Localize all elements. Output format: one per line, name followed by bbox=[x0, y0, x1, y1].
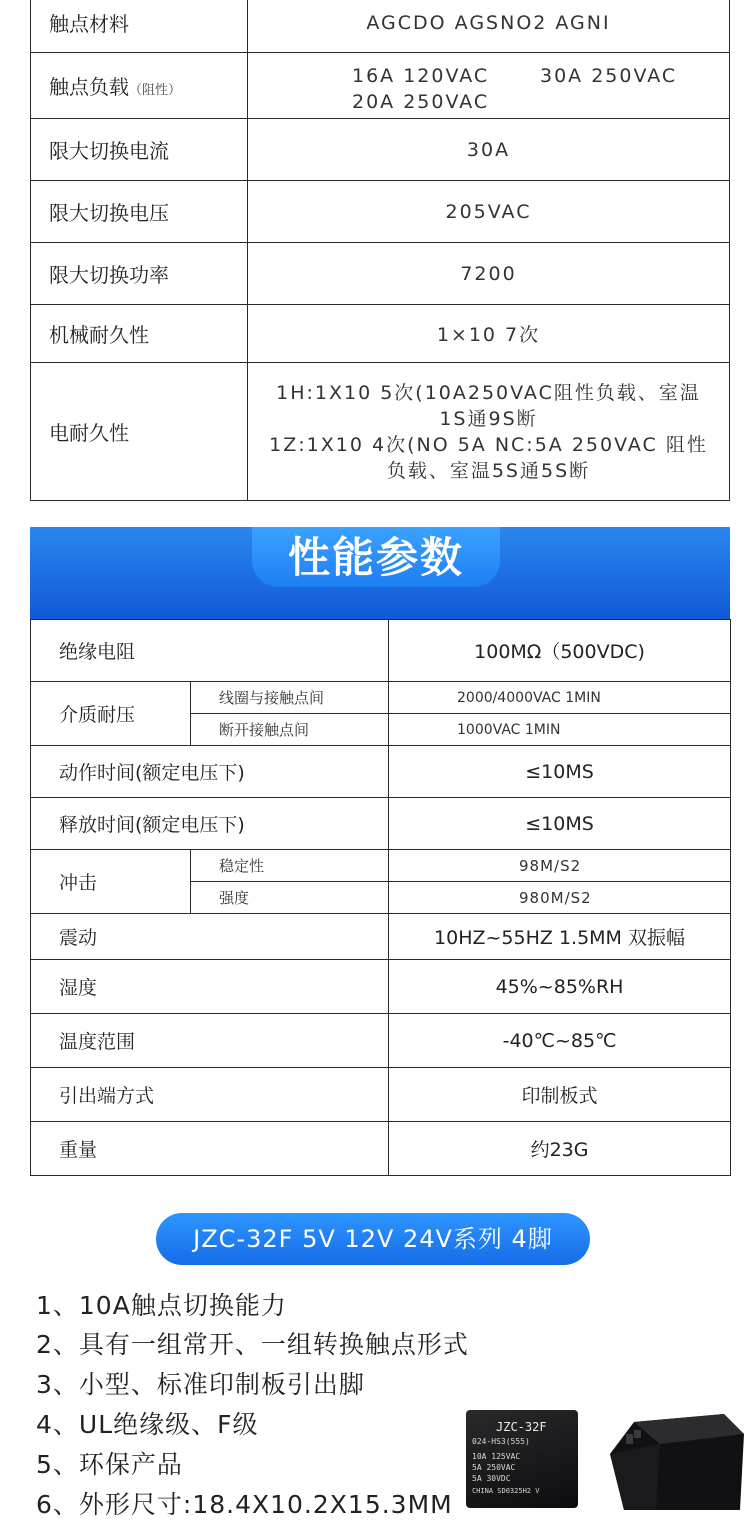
list-item: 6、外形尺寸:18.4X10.2X15.3MM bbox=[36, 1490, 453, 1519]
contact-load-label-cell bbox=[31, 53, 248, 119]
mechanical-life-value: 1×10 7次 bbox=[248, 305, 730, 363]
dielectric-sub2-label: 断开接触点间 bbox=[191, 714, 389, 746]
contact-spec-table bbox=[30, 0, 730, 501]
section-title: 性能参数 bbox=[287, 533, 464, 582]
electrical-life-line2: 1S通9S断 bbox=[439, 407, 538, 430]
release-time-label: 释放时间(额定电压下) bbox=[31, 798, 389, 850]
shock-label: 冲击 bbox=[31, 850, 191, 914]
relay-front-image bbox=[466, 1410, 578, 1508]
contact-load-value-b: 30A 250VAC bbox=[540, 65, 678, 87]
table-row bbox=[31, 1068, 731, 1122]
release-time-value: ≤10MS bbox=[389, 798, 731, 850]
contact-load-value-a: 16A 120VAC bbox=[352, 65, 490, 87]
table-row bbox=[31, 798, 731, 850]
relay-part-text: 024-HS3(555) bbox=[472, 1437, 530, 1446]
temp-range-value: -40℃~85℃ bbox=[389, 1014, 731, 1068]
max-power-label: 限大切换功率 bbox=[31, 243, 248, 305]
table-row bbox=[31, 119, 730, 181]
electrical-life-line3: 1Z:1X10 4次(NO 5A NC:5A 250VAC 阻性 bbox=[269, 433, 708, 456]
table-row bbox=[31, 1014, 731, 1068]
terminal-label: 引出端方式 bbox=[31, 1068, 389, 1122]
weight-label: 重量 bbox=[31, 1122, 389, 1176]
electrical-life-label: 电耐久性 bbox=[31, 363, 248, 501]
shock-sub1-value: 98M/S2 bbox=[389, 850, 731, 882]
table-row bbox=[31, 181, 730, 243]
vibration-label: 震动 bbox=[31, 914, 389, 960]
terminal-value: 印制板式 bbox=[389, 1068, 731, 1122]
electrical-life-line4: 负载、室温5S通5S断 bbox=[386, 459, 591, 482]
relay-side-image bbox=[604, 1414, 744, 1510]
table-row bbox=[31, 243, 730, 305]
table-row bbox=[31, 363, 730, 501]
contact-load-value-cell bbox=[248, 53, 730, 119]
dielectric-sub1-label: 线圈与接触点间 bbox=[191, 682, 389, 714]
contact-material-label: 触点材料 bbox=[31, 0, 248, 53]
relay-rating1-text: 10A 125VAC bbox=[472, 1452, 521, 1461]
contact-load-label: 触点负载 bbox=[49, 75, 129, 99]
list-item: 5、环保产品 bbox=[36, 1450, 183, 1479]
electrical-life-line1: 1H:1X10 5次(10A250VAC阻性负载、室温 bbox=[276, 381, 701, 404]
shock-sub2-label: 强度 bbox=[191, 882, 389, 914]
table-row bbox=[31, 850, 731, 882]
dielectric-sub2-value: 1000VAC 1MIN bbox=[389, 714, 731, 746]
insulation-label: 绝缘电阻 bbox=[31, 620, 389, 682]
max-voltage-value: 205VAC bbox=[248, 181, 730, 243]
operate-time-label: 动作时间(额定电压下) bbox=[31, 746, 389, 798]
shock-sub1-label: 稳定性 bbox=[191, 850, 389, 882]
shock-sub2-value: 980M/S2 bbox=[389, 882, 731, 914]
max-voltage-label: 限大切换电压 bbox=[31, 181, 248, 243]
list-item: 1、10A触点切换能力 bbox=[36, 1291, 287, 1320]
contact-load-note: （阻性） bbox=[129, 83, 182, 98]
table-row bbox=[31, 0, 730, 53]
table-row bbox=[31, 960, 731, 1014]
table-row bbox=[31, 53, 730, 119]
relay-rating3-text: 5A 30VDC bbox=[472, 1474, 511, 1483]
humidity-label: 湿度 bbox=[31, 960, 389, 1014]
series-badge: JZC-32F 5V 12V 24V系列 4脚 bbox=[156, 1213, 590, 1265]
table-row bbox=[31, 746, 731, 798]
list-item: 4、UL绝缘级、F级 bbox=[36, 1410, 259, 1439]
relay-rating2-text: 5A 250VAC bbox=[472, 1463, 516, 1472]
relay-origin-text: CHINA SD0325H2 V bbox=[472, 1487, 540, 1495]
max-power-value: 7200 bbox=[248, 243, 730, 305]
weight-value: 约23G bbox=[389, 1122, 731, 1176]
insulation-value: 100MΩ（500VDC) bbox=[389, 620, 731, 682]
relay-model-text: JZC-32F bbox=[496, 1420, 547, 1434]
operate-time-value: ≤10MS bbox=[389, 746, 731, 798]
dielectric-sub1-value: 2000/4000VAC 1MIN bbox=[389, 682, 731, 714]
temp-range-label: 温度范围 bbox=[31, 1014, 389, 1068]
max-current-label: 限大切换电流 bbox=[31, 119, 248, 181]
table-row bbox=[31, 620, 731, 682]
humidity-value: 45%~85%RH bbox=[389, 960, 731, 1014]
list-item: 3、小型、标准印制板引出脚 bbox=[36, 1370, 365, 1399]
table-row bbox=[31, 914, 731, 960]
electrical-life-value bbox=[248, 363, 730, 501]
max-current-value: 30A bbox=[248, 119, 730, 181]
list-item: 2、具有一组常开、一组转换触点形式 bbox=[36, 1330, 469, 1359]
table-row bbox=[31, 682, 731, 714]
vibration-value: 10HZ~55HZ 1.5MM 双振幅 bbox=[389, 914, 731, 960]
performance-table bbox=[30, 619, 731, 1176]
table-row bbox=[31, 1122, 731, 1176]
table-row bbox=[31, 305, 730, 363]
contact-material-value: AGCDO AGSNO2 AGNI bbox=[248, 0, 730, 53]
mechanical-life-label: 机械耐久性 bbox=[31, 305, 248, 363]
contact-load-value-c: 20A 250VAC bbox=[352, 91, 490, 113]
dielectric-label: 介质耐压 bbox=[31, 682, 191, 746]
